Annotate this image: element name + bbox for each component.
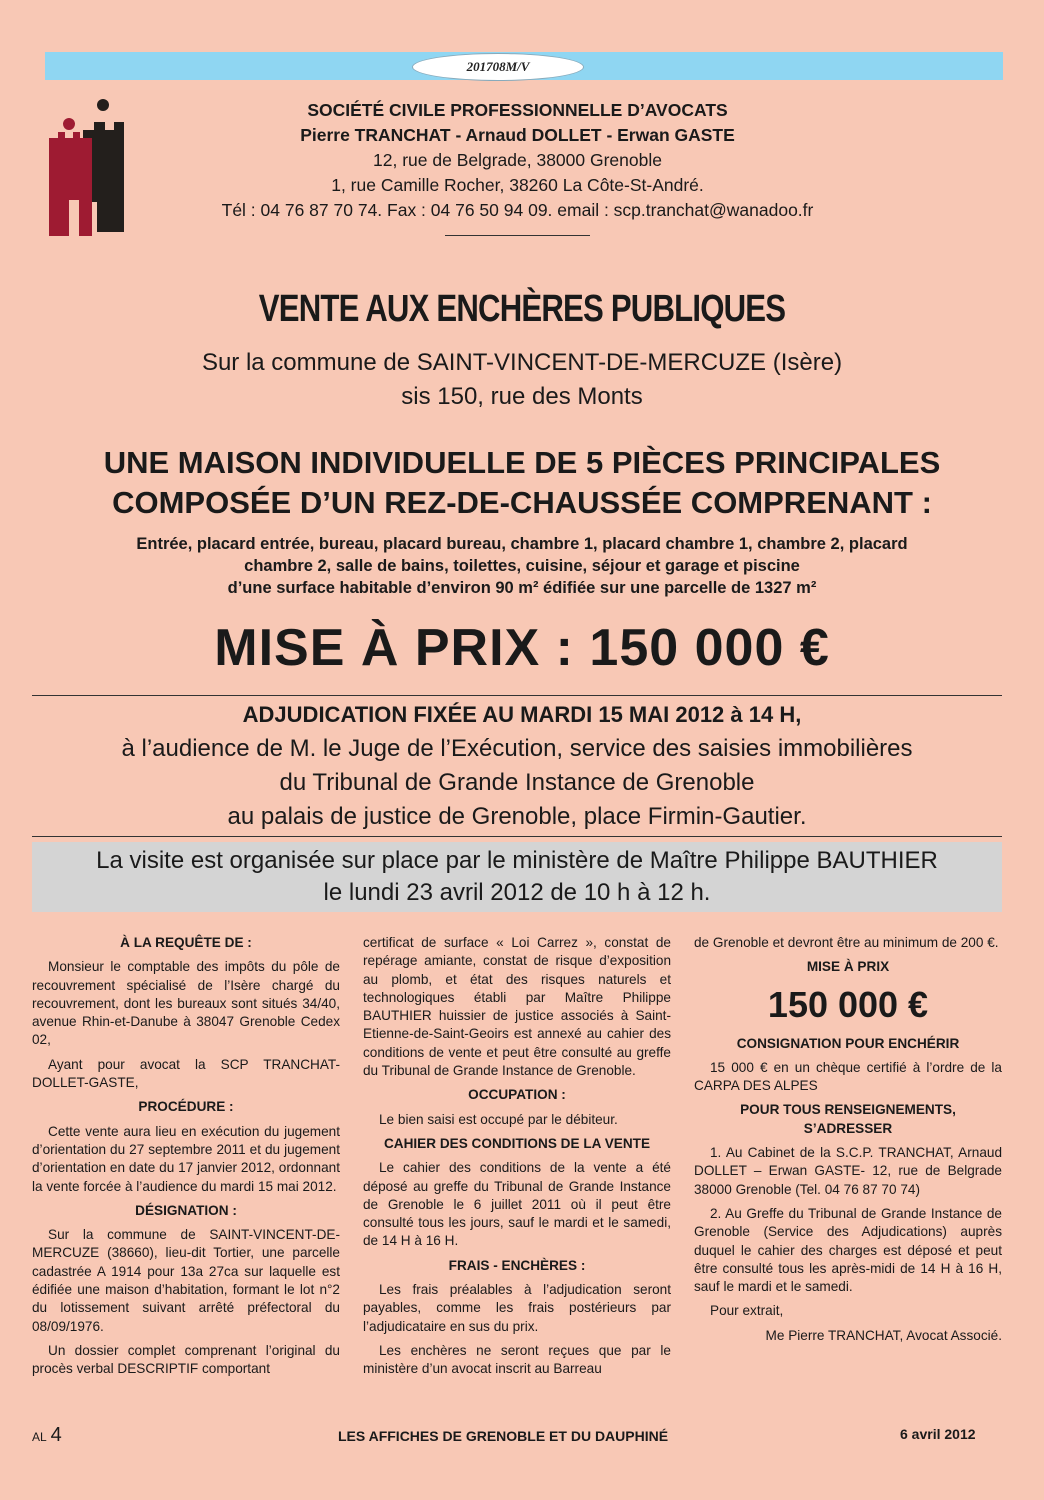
firm-address-2: 1, rue Camille Rocher, 38260 La Côte-St-André. bbox=[331, 175, 704, 195]
heading-frais: FRAIS - ENCHÈRES : bbox=[448, 1257, 586, 1273]
column-2 bbox=[363, 934, 671, 1385]
paragraph: Les frais préalables à l’adjudication seront payables, comme les frais postérieurs par l’adjudicataire en sus du prix. bbox=[363, 1282, 671, 1334]
logo-dark-dot bbox=[97, 99, 109, 111]
paragraph: Le bien saisi est occupé par le débiteur. bbox=[379, 1111, 618, 1127]
page-prefix: AL bbox=[32, 1430, 47, 1444]
paragraph: Pour extrait, bbox=[710, 1303, 784, 1319]
paragraph: 1. Au Cabinet de la S.C.P. TRANCHAT, Arnaud DOLLET – Erwan GASTE- 12, rue de Belgrade 38000 Grenoble (Tel. 04 76 87 70 74) bbox=[694, 1145, 1002, 1197]
heading-designation: DÉSIGNATION : bbox=[135, 1202, 237, 1218]
visit-box bbox=[32, 842, 1002, 912]
heading-renseignements: POUR TOUS RENSEIGNEMENTS, bbox=[740, 1102, 956, 1118]
paragraph: Les enchères ne seront reçues que par le ministère d’un avocat inscrit au Barreau bbox=[363, 1342, 671, 1377]
page-number bbox=[32, 1424, 62, 1447]
firm-address-1: 12, rue de Belgrade, 38000 Grenoble bbox=[373, 150, 662, 170]
firm-type: SOCIÉTÉ CIVILE PROFESSIONNELLE D’AVOCATS bbox=[307, 100, 728, 120]
firm-logo-icon bbox=[48, 98, 128, 238]
audience-line-1: à l’audience de M. le Juge de l’Exécution, service des saisies immobilières bbox=[121, 735, 913, 762]
paragraph: Sur la commune de SAINT-VINCENT-DE-MERCUZE (38660), lieu-dit Tortier, une parcelle cadastrée A 1914 pour 13a 27ca sur laquelle est édifiée une maison d’habitation, formant le lot n°2 du lotissement suivant arrêté préfectoral du 08/09/1976. bbox=[32, 1227, 340, 1334]
location-line-2: sis 150, rue des Monts bbox=[401, 383, 643, 410]
page-number-value: 4 bbox=[50, 1424, 62, 1446]
column-3 bbox=[694, 934, 1002, 1345]
logo-red-shape bbox=[49, 132, 92, 236]
divider-bottom bbox=[32, 836, 1002, 837]
firm-partners: Pierre TRANCHAT - Arnaud DOLLET - Erwan GASTE bbox=[300, 125, 735, 145]
property-heading-1: UNE MAISON INDIVIDUELLE DE 5 PIÈCES PRINCIPALES bbox=[103, 445, 941, 480]
heading-procedure: PROCÉDURE : bbox=[138, 1099, 234, 1115]
paragraph: Ayant pour avocat la SCP TRANCHAT-DOLLET-GASTE, bbox=[32, 1056, 340, 1091]
heading-requete: À LA REQUÊTE DE : bbox=[120, 935, 252, 950]
audience-info bbox=[0, 732, 1034, 834]
paragraph: de Grenoble et devront être au minimum de 200 €. bbox=[694, 935, 999, 950]
firm-header bbox=[150, 98, 885, 223]
rooms-line-1: Entrée, placard entrée, bureau, placard bureau, chambre 1, placard chambre 1, chambre 2, placard bbox=[136, 535, 908, 553]
paragraph: 15 000 € en un chèque certifié à l’ordre de la CARPA DES ALPES bbox=[694, 1059, 1002, 1094]
reference-code: 201708M/V bbox=[412, 53, 584, 81]
publication-name: LES AFFICHES DE GRENOBLE ET DU DAUPHINÉ bbox=[338, 1428, 669, 1444]
heading-occupation: OCCUPATION : bbox=[468, 1087, 566, 1103]
heading-consignation: CONSIGNATION POUR ENCHÉRIR bbox=[736, 1035, 960, 1051]
audience-line-2: du Tribunal de Grande Instance de Grenoble bbox=[279, 769, 755, 796]
paragraph: 2. Au Greffe du Tribunal de Grande Instance de Grenoble (Service des Adjudications) auprès duquel le cahier des charges est déposé et peut être consulté tous les après-midi de 14 H à 16 H, sauf le mardi et le samedi. bbox=[694, 1205, 1002, 1295]
paragraph: certificat de surface « Loi Carrez », constat de repérage amiante, constat de risque d’exposition au plomb, et état des risques naturels et technologiques établi par Maître Philippe BAUTHIER huissier de justice associés à Saint-Etienne-de-Saint-Geoirs est annexé au cahier des conditions de vente et peut être consulté au greffe du Tribunal de Grande Instance de Grenoble. bbox=[363, 935, 671, 1079]
location-line-1: Sur la commune de SAINT-VINCENT-DE-MERCUZE (Isère) bbox=[201, 349, 843, 376]
heading-adresser: S’ADRESSER bbox=[803, 1120, 893, 1136]
audience-line-3: au palais de justice de Grenoble, place Firmin-Gautier. bbox=[227, 803, 807, 830]
adjudication-date: ADJUDICATION FIXÉE AU MARDI 15 MAI 2012 à 14 H, bbox=[242, 702, 802, 727]
price-amount: 150 000 € bbox=[767, 983, 929, 1025]
publication-date: 6 avril 2012 bbox=[900, 1426, 976, 1442]
header-divider bbox=[445, 235, 590, 236]
paragraph: Cette vente aura lieu en exécution du jugement d’orientation du 27 septembre 2011 et du jugement d’orientation en date du 17 janvier 2012, ordonnant la vente forcée à l’audience du mardi 15 mai 2012. bbox=[32, 1123, 340, 1194]
paragraph: Le cahier des conditions de la vente a été déposé au greffe du Tribunal de Grande Instance de Grenoble le 6 juillet 2011 où il peut être consulté tous les jours, sauf le mardi et le samedi, de 14 H à 16 H. bbox=[363, 1160, 671, 1249]
paragraph: Monsieur le comptable des impôts du pôle de recouvrement spécialisé de l’Isère chargé du recouvrement, dont les bureaux sont situés 34/40, avenue Rhin-et-Danube à 38047 Grenoble Cedex 02, bbox=[32, 959, 340, 1048]
page-title: VENTE AUX ENCHÈRES PUBLIQUES bbox=[258, 288, 786, 330]
visit-line-1: La visite est organisée sur place par le ministère de Maître Philippe BAUTHIER bbox=[96, 847, 938, 874]
price-headline: MISE À PRIX : 150 000 € bbox=[214, 619, 830, 677]
visit-line-2: le lundi 23 avril 2012 de 10 h à 12 h. bbox=[323, 879, 711, 906]
property-heading-2: COMPOSÉE D’UN REZ-DE-CHAUSSÉE COMPRENANT : bbox=[112, 485, 932, 520]
heading-mise-a-prix: MISE À PRIX bbox=[806, 959, 890, 975]
signature: Me Pierre TRANCHAT, Avocat Associé. bbox=[765, 1327, 1002, 1343]
property-description bbox=[40, 533, 1004, 599]
column-1 bbox=[32, 934, 340, 1385]
firm-contact: Tél : 04 76 87 70 74. Fax : 04 76 50 94 09. email : scp.tranchat@wanadoo.fr bbox=[221, 200, 814, 220]
paragraph: Un dossier complet comprenant l’original du procès verbal DESCRIPTIF comportant bbox=[32, 1342, 340, 1377]
logo-red-dot bbox=[63, 118, 75, 130]
divider-top bbox=[32, 695, 1002, 696]
heading-cahier: CAHIER DES CONDITIONS DE LA VENTE bbox=[383, 1135, 651, 1151]
surface-line: d’une surface habitable d’environ 90 m² édifiée sur une parcelle de 1327 m² bbox=[227, 579, 817, 597]
rooms-line-2: chambre 2, salle de bains, toilettes, cuisine, séjour et garage et piscine bbox=[244, 557, 800, 575]
